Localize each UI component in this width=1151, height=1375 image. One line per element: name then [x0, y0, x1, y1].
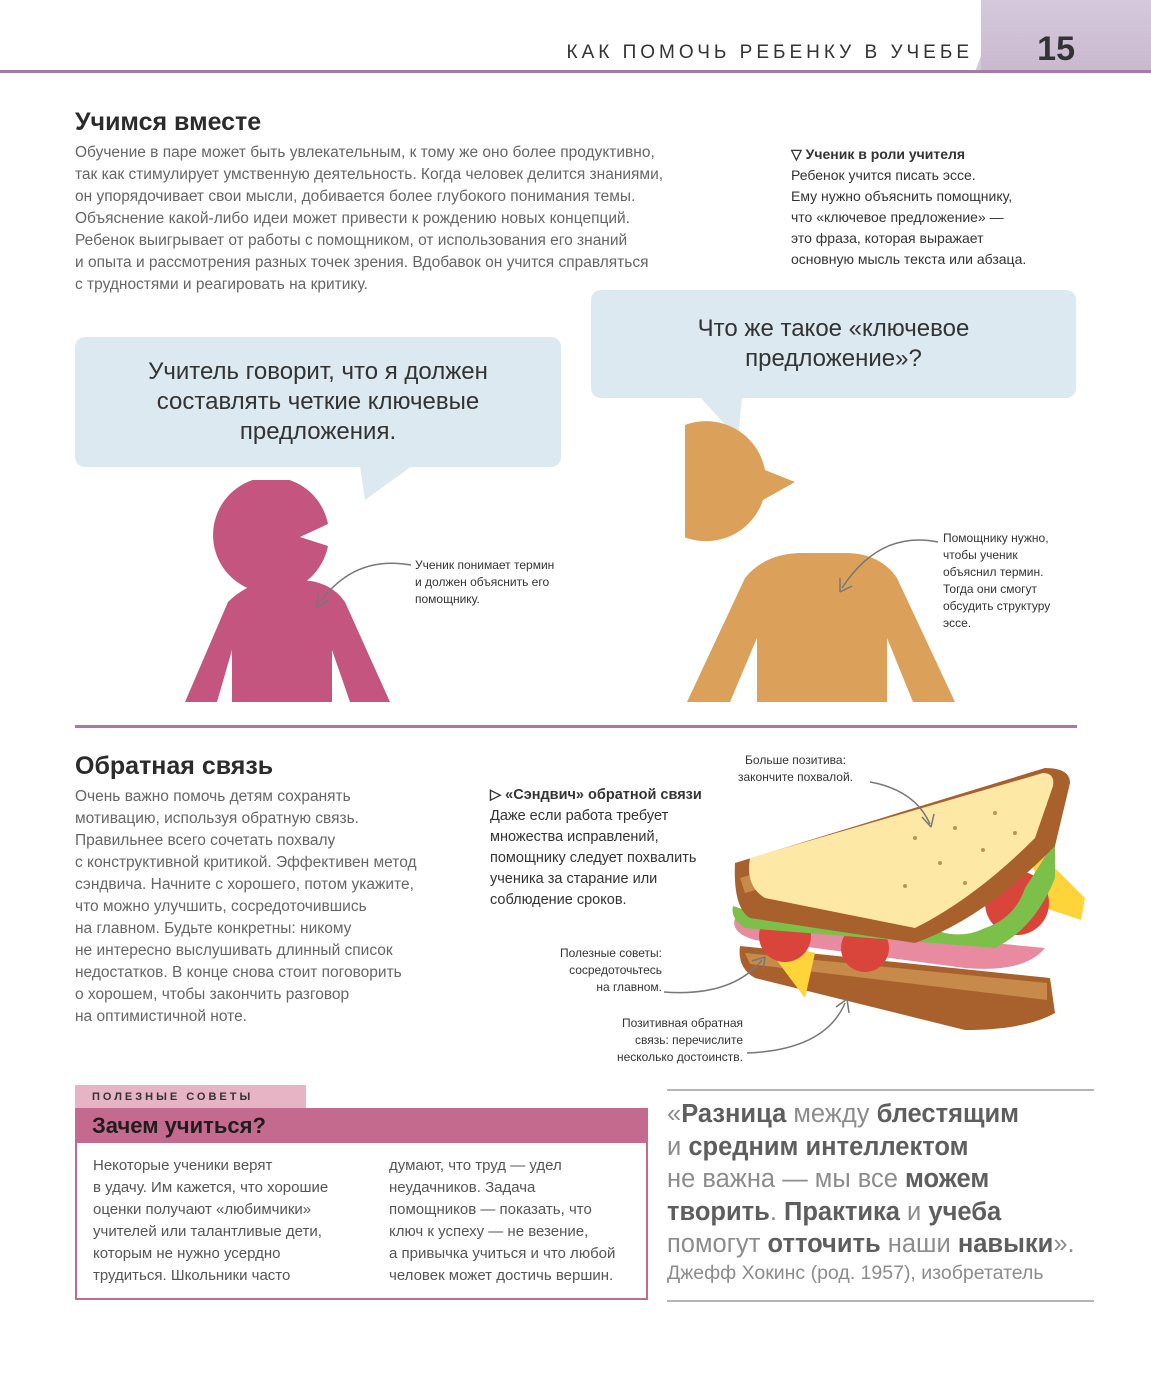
note-line: и должен объяснить его: [415, 575, 550, 589]
quote-emphasis: средним интеллектом: [688, 1132, 969, 1161]
helper-note: [943, 530, 1050, 632]
note-line: обсудить структуру: [943, 599, 1051, 613]
bubble-line: Что же такое «ключевое: [697, 315, 970, 342]
note-line: объяснил термин.: [943, 565, 1044, 579]
section1-paragraph: [75, 142, 663, 296]
sidebar-line: это фраза, которая выражает: [791, 230, 984, 246]
quote-rule-bottom: [667, 1300, 1094, 1302]
tips-tag: ПОЛЕЗНЫЕ СОВЕТЫ: [75, 1085, 306, 1109]
tips-line: человек может достичь вершин.: [389, 1267, 614, 1284]
quote-emphasis: блестящим: [876, 1100, 1020, 1128]
feedback-sandwich-sidebar: [490, 785, 702, 911]
tips-line: а привычка учиться и что любой: [389, 1245, 616, 1262]
para-line: на оптимистичной ноте.: [75, 1008, 247, 1025]
quote-emphasis: можем: [905, 1165, 990, 1193]
sandwich-label-middle: [551, 945, 662, 996]
tips-heading: Зачем учиться?: [75, 1108, 648, 1143]
quote-fragment: .: [769, 1197, 784, 1226]
student-note-arrow: [305, 555, 415, 615]
para-line: что можно улучшить, сосредоточившись: [75, 898, 367, 915]
quote-emphasis: Разница: [681, 1100, 787, 1128]
label-line: связь: перечислите: [635, 1033, 743, 1047]
label-line: закончите похвалой.: [738, 770, 853, 784]
para-line: мотивацию, используя обратную связь.: [75, 810, 359, 827]
speech-bubble-student: [75, 337, 561, 467]
sidebar-line: Ему нужно объяснить помощнику,: [791, 188, 1013, 204]
para-line: Правильнее всего сочетать похвалу: [75, 832, 336, 849]
para-line: так как стимулирует умственную деятельность. Когда человек делится знаниями,: [75, 166, 664, 183]
para-line: Ребенок выигрывает от работы с помощником, от использования его знаний: [75, 232, 628, 249]
tips-line: ключ к успеху — не везение,: [389, 1223, 589, 1240]
note-line: чтобы ученик: [943, 548, 1018, 562]
para-line: и опыта и рассмотрения разных точек зрения. Вдобавок он учится справляться: [75, 254, 649, 271]
tips-line: думают, что труд — удел: [389, 1157, 562, 1174]
para-line: не интересно выслушивать длинный список: [75, 942, 393, 959]
quote-author: Джефф Хокинс (род. 1957), изобретатель: [667, 1262, 1044, 1284]
label-line: Позитивная обратная: [621, 1016, 743, 1030]
para-line: о хорошем, чтобы закончить разговор: [75, 986, 350, 1003]
page-number: 15: [1037, 30, 1075, 68]
label-line: на главном.: [596, 980, 662, 994]
quote-fragment: и: [667, 1132, 689, 1161]
label-line: сосредоточьтесь: [569, 963, 662, 977]
note-line: помощнику.: [415, 592, 480, 606]
helper-note-arrow: [830, 530, 942, 600]
quote-emphasis: учеба: [928, 1197, 1002, 1226]
section-heading-learning-together: Учимся вместе: [75, 108, 262, 136]
quote-emphasis: навыки: [957, 1230, 1054, 1258]
quote-fragment: ».: [1053, 1230, 1075, 1258]
para-line: с конструктивной критикой. Эффективен метод: [75, 854, 417, 871]
quote-emphasis: Практика: [784, 1197, 900, 1226]
tips-column-1: [93, 1155, 328, 1287]
sidebar-line: множества исправлений,: [490, 829, 659, 845]
quote-fragment: наши: [880, 1230, 958, 1258]
para-line: сэндвича. Начните с хорошего, потом укажите,: [75, 876, 414, 893]
sidebar-title: ▷ «Сэндвич» обратной связи: [490, 787, 702, 803]
sidebar-line: помощнику следует похвалить: [490, 850, 697, 866]
running-title: КАК ПОМОЧЬ РЕБЕНКУ В УЧЕБЕ: [566, 42, 973, 63]
tips-column-2: [389, 1155, 615, 1287]
para-line: на главном. Будьте конкретны: никому: [75, 920, 352, 937]
tips-line: неудачников. Задача: [389, 1179, 536, 1196]
bubble-line: составлять четкие ключевые: [156, 388, 480, 415]
tips-line: помощников — показать, что: [389, 1201, 592, 1218]
tips-line: учителей или талантливые дети,: [93, 1223, 322, 1240]
sandwich-label-bottom: [600, 1015, 743, 1066]
quote-fragment: помогут: [667, 1230, 768, 1258]
quote-fragment: не важна — мы все: [667, 1165, 906, 1193]
section-heading-feedback: Обратная связь: [75, 752, 274, 780]
sidebar-title: ▽ Ученик в роли учителя: [791, 146, 966, 162]
para-line: Обучение в паре может быть увлекательным, к тому же оно более продуктивно,: [75, 144, 655, 161]
quote-fragment: между: [786, 1100, 877, 1128]
bubble-line: предложения.: [239, 418, 397, 445]
quote-text: [667, 1098, 1097, 1261]
quote-fragment: «: [667, 1100, 682, 1128]
para-line: Объяснение какой-либо идеи может привести к рождению новых концепций.: [75, 210, 630, 227]
note-line: Ученик понимает термин: [415, 558, 555, 572]
sidebar-line: соблюдение сроков.: [490, 892, 627, 908]
note-line: Тогда они смогут: [943, 582, 1038, 596]
section2-paragraph: [75, 786, 417, 1028]
tips-line: которым не нужно усердно: [93, 1245, 281, 1262]
student-as-teacher-sidebar: [791, 144, 1026, 270]
tips-line: оценки получают «любимчики»: [93, 1201, 312, 1218]
note-line: Помощнику нужно,: [943, 531, 1049, 545]
quote-emphasis: творить: [667, 1197, 770, 1226]
sidebar-line: основную мысль текста или абзаца.: [791, 251, 1027, 267]
para-line: он упорядочивает свои мысли, добивается более глубокого понимания темы.: [75, 188, 636, 205]
para-line: с трудностями и реагировать на критику.: [75, 276, 368, 293]
speech-bubble-helper: [591, 290, 1076, 398]
sidebar-line: что «ключевое предложение» —: [791, 209, 1004, 225]
bubble-line: Учитель говорит, что я должен: [148, 358, 488, 385]
sidebar-line: ученика за старание или: [490, 871, 658, 887]
tips-line: трудиться. Школьники часто: [93, 1267, 291, 1284]
sandwich-top-arrow: [860, 780, 940, 830]
sidebar-line: Даже если работа требует: [490, 808, 669, 824]
note-line: эссе.: [943, 616, 972, 630]
sandwich-label-top: [738, 752, 853, 786]
student-note: [415, 557, 554, 608]
header-rule: [0, 70, 1151, 73]
sidebar-line: Ребенок учится писать эссе.: [791, 167, 976, 183]
bubble-line: предложение»?: [745, 345, 922, 372]
quote-emphasis: отточить: [767, 1230, 881, 1258]
para-line: недостатков. В конце снова стоит поговорить: [75, 964, 402, 981]
tips-line: Некоторые ученики верят: [93, 1157, 273, 1174]
para-line: Очень важно помочь детям сохранять: [75, 788, 351, 805]
quote-rule-top: [667, 1089, 1094, 1091]
label-line: Больше позитива:: [745, 753, 846, 767]
tips-line: в удачу. Им кажется, что хорошие: [93, 1179, 329, 1196]
section-divider: [75, 725, 1077, 728]
quote-fragment: и: [899, 1197, 929, 1226]
label-line: Полезные советы:: [560, 946, 662, 960]
sandwich-mid-arrow: [662, 955, 772, 1000]
label-line: несколько достоинств.: [617, 1050, 743, 1064]
sandwich-bottom-arrow: [745, 995, 855, 1060]
